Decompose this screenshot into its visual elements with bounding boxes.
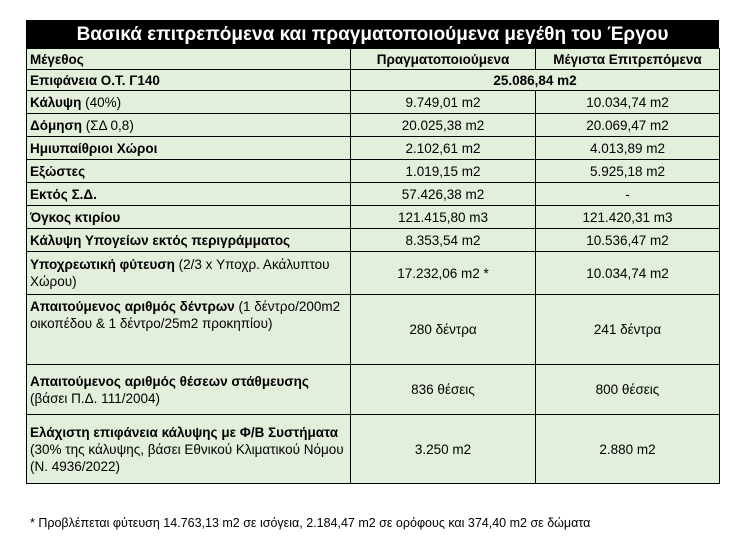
max-value: 121.420,31 m3 [536,206,720,229]
max-value: 10.034,74 m2 [536,252,720,295]
max-value: 5.925,18 m2 [536,160,720,183]
header-actual: Πραγματοποιούμενα [351,49,536,70]
row-label-cell [27,295,351,365]
max-value: 241 δέντρα [536,295,720,365]
row-label-cell [27,160,351,183]
row-note: (2/3 x Υποχρ. Ακάλυπτου Χώρου) [30,257,330,289]
actual-value: 3.250 m2 [351,415,536,484]
max-value: 800 θέσεις [536,365,720,415]
table-row [27,91,720,114]
row-note: (ΣΔ 0,8) [81,117,134,133]
actual-value: 20.025,38 m2 [351,114,536,137]
max-value: 10.034,74 m2 [536,91,720,114]
row-label-cell [27,206,351,229]
data-table [26,48,720,484]
actual-value: 17.232,06 m2 * [351,252,536,295]
max-value: - [536,183,720,206]
row-label-cell [27,114,351,137]
row-label: Εκτός Σ.Δ. [30,186,97,202]
actual-value: 57.426,38 m2 [351,183,536,206]
table-row [27,70,720,91]
row-label: Εξώστες [30,163,86,179]
row-label: Επιφάνεια Ο.Τ. Γ140 [30,72,160,88]
row-label: Υποχρεωτική φύτευση [30,257,175,272]
table-row [27,183,720,206]
row-label-cell [27,183,351,206]
header-row [27,49,720,70]
max-value: 20.069,47 m2 [536,114,720,137]
header-max: Μέγιστα Επιτρεπόμενα [536,49,720,70]
row-label-cell [27,229,351,252]
table-row [27,365,720,415]
row-label: Όγκος κτιρίου [30,209,121,225]
row-label: Ελάχιστη επιφάνεια κάλυψης με Φ/Β Συστήματα [30,424,339,440]
actual-value: 2.102,61 m2 [351,137,536,160]
table-row [27,206,720,229]
actual-value: 121.415,80 m3 [351,206,536,229]
row-label: Κάλυψη Υπογείων εκτός περιγράμματος [30,232,291,248]
table-row [27,415,720,484]
table-row [27,137,720,160]
merged-value: 25.086,84 m2 [351,70,720,91]
actual-value: 836 θέσεις [351,365,536,415]
row-note: (30% της κάλυψης, βάσει Εθνικού Κλιματικού Νόμου (Ν. 4936/2022) [30,441,344,474]
row-label: Δόμηση [30,117,82,133]
actual-value: 9.749,01 m2 [351,91,536,114]
data-table-container [26,20,719,484]
row-label: Κάλυψη [30,94,82,110]
actual-value: 280 δέντρα [351,295,536,365]
row-label-cell [27,365,351,415]
table-row [27,229,720,252]
row-label: Απαιτούμενος αριθμός θέσεων στάθμευσης [30,373,309,389]
row-label-cell [27,91,351,114]
max-value: 4.013,89 m2 [536,137,720,160]
actual-value: 8.353,54 m2 [351,229,536,252]
table-row [27,295,720,365]
actual-value: 1.019,15 m2 [351,160,536,183]
row-note: (1 δέντρο/200m2 οικοπέδου & 1 δέντρο/25m2 προκηπίου) [30,299,341,331]
row-label-cell [27,70,351,91]
footnote: * Προβλέπεται φύτευση 14.763,13 m2 σε ισόγεια, 2.184,47 m2 σε ορόφους και 374,40 m2 σε δώματα [30,516,591,530]
row-label-cell [27,252,351,295]
max-value: 2.880 m2 [536,415,720,484]
table-row [27,114,720,137]
header-size: Μέγεθος [27,49,351,70]
row-label: Ημιυπαίθριοι Χώροι [30,140,158,156]
max-value: 10.536,47 m2 [536,229,720,252]
row-label-cell [27,137,351,160]
row-label-cell [27,415,351,484]
table-row [27,160,720,183]
row-label: Απαιτούμενος αριθμός δέντρων [30,299,235,314]
row-note: (βάσει Π.Δ. 111/2004) [30,390,160,406]
table-title: Βασικά επιτρεπόμενα και πραγματοποιούμενα μεγέθη του Έργου [26,20,719,48]
table-row [27,252,720,295]
row-note: (40%) [81,94,122,110]
